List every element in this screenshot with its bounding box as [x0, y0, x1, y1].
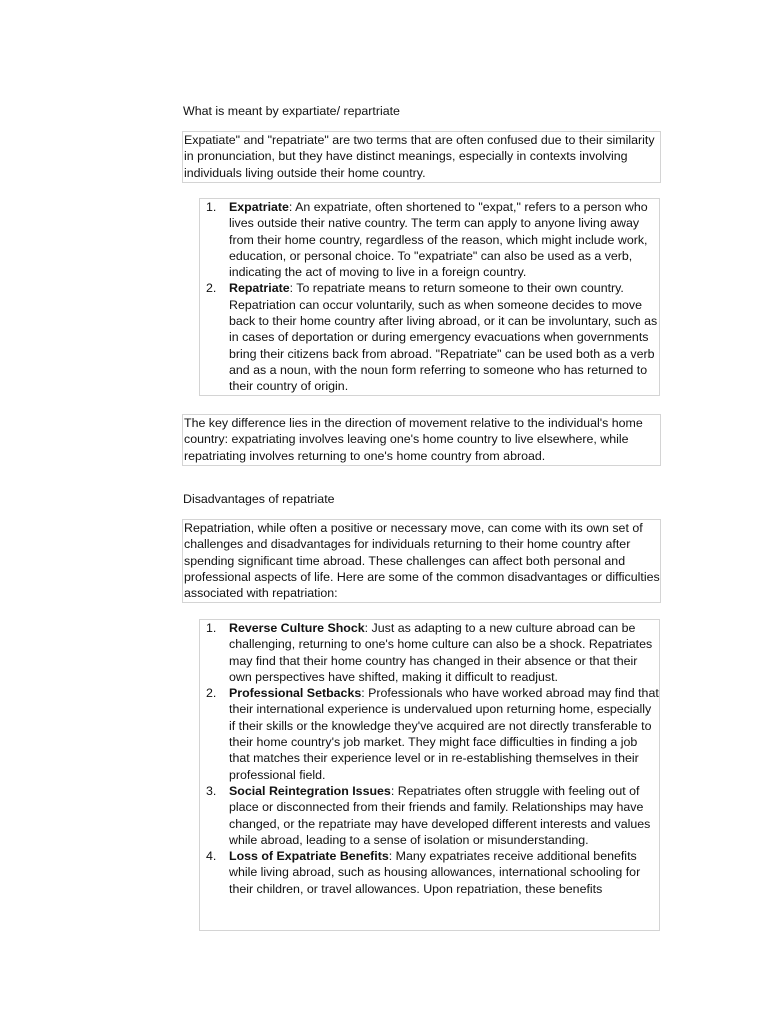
term-description: : Repatriates often struggle with feeling out of place or disconnected from their friends and family. Relationships may have changed, or the repatriate may have developed different interests and values while abroad, leading to a sense of isolation or misunderstanding.	[229, 783, 651, 847]
term-label: Loss of Expatriate Benefits	[229, 849, 389, 864]
intro-paragraph: Expatiate" and "repatriate" are two terms that are often confused due to their similarity in pronunciation, but they have distinct meanings, especially in contexts involving individuals living outside their home country.	[182, 131, 661, 183]
list-item	[200, 620, 659, 685]
key-difference-paragraph: The key difference lies in the direction of movement relative to the individual's home country: expatriating involves leaving one's home country to live elsewhere, while repatriating involves returning to one's home country from abroad.	[182, 414, 661, 466]
list-number: 1.	[206, 621, 217, 635]
term-label: Professional Setbacks	[229, 686, 362, 701]
definitions-list-box	[199, 198, 660, 396]
term-label: Repatriate	[229, 281, 290, 296]
term-label: Expatriate	[229, 200, 289, 214]
term-description: : Many expatriates receive additional benefits while living abroad, such as housing allowances, international schooling for their children, or travel allowances. Upon repatriation, these benefits	[229, 849, 641, 896]
section-heading-expatriate: What is meant by expartiate/ repartriate	[183, 104, 400, 118]
list-number: 2.	[206, 281, 217, 296]
section-heading-disadvantages: Disadvantages of repatriate	[183, 492, 335, 506]
disadvantages-list	[200, 620, 659, 897]
list-number: 3.	[206, 783, 217, 798]
list-number: 4.	[206, 849, 217, 864]
list-item	[200, 783, 659, 848]
definitions-list	[200, 199, 659, 395]
disadvantages-intro-paragraph: Repatriation, while often a positive or necessary move, can come with its own set of challenges and disadvantages for individuals returning to their home country after spending significant time abroad. These challenges can affect both personal and professional aspects of life. Here are some of the common disadvantages or difficulties associated with repatriation:	[182, 519, 661, 603]
term-description: : To repatriate means to return someone to their own country. Repatriation can occur voluntarily, such as when someone decides to move back to their home country after living abroad, or it can be involuntary, such as in cases of deportation or during emergency evacuations when governments bring their citizens back from abroad. "Repatriate" can be used both as a verb and as a noun, with the noun form referring to someone who has returned to their country of origin.	[229, 281, 658, 394]
term-description: : Just as adapting to a new culture abroad can be challenging, returning to one's home culture can also be a shock. Repatriates may find that their home country has changed in their absence or that their own perspectives have shifted, making it difficult to readjust.	[229, 621, 653, 684]
term-description: : An expatriate, often shortened to "expat," refers to a person who lives outside their native country. The term can apply to anyone living away from their home country, regardless of the reason, which might include work, education, or personal choice. To "expatriate" can also be used as a verb, indicating the act of moving to live in a foreign country.	[229, 200, 648, 280]
disadvantages-list-box	[199, 619, 660, 931]
term-label: Reverse Culture Shock	[229, 621, 365, 635]
list-item	[200, 848, 659, 897]
list-item	[200, 685, 659, 783]
list-number: 1.	[206, 200, 217, 214]
term-label: Social Reintegration Issues	[229, 783, 391, 798]
list-number: 2.	[206, 686, 217, 701]
list-item	[200, 280, 659, 394]
list-item	[200, 199, 659, 280]
term-description: : Professionals who have worked abroad may find that their international experience is undervalued upon returning home, especially if their skills or the knowledge they've acquired are not directly transferable to their home country's job market. They might face difficulties in finding a job that matches their experience level or in re-establishing themselves in their professional field.	[229, 686, 659, 782]
